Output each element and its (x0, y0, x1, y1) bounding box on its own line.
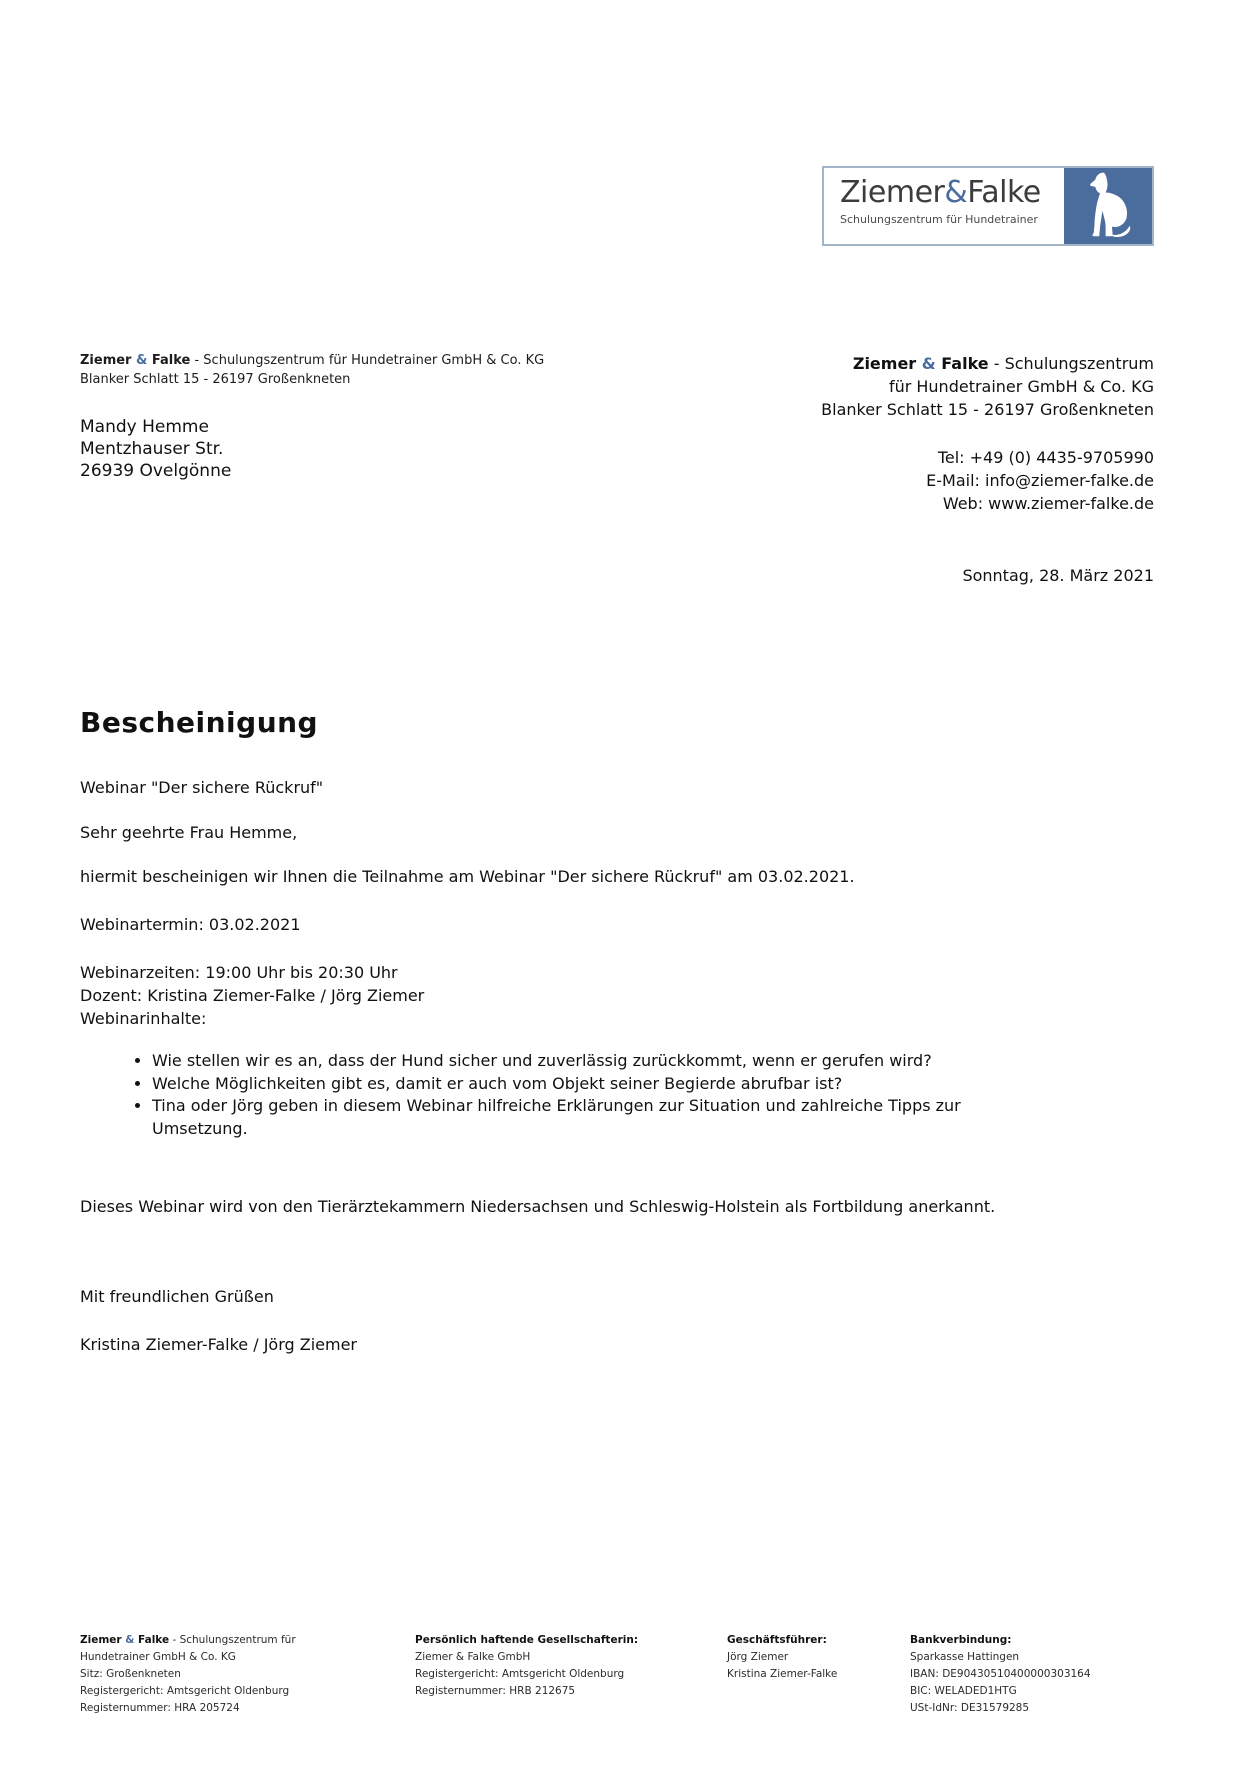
logo-text (824, 168, 1064, 244)
footer-col4-line4: USt-IdNr: DE31579285 (910, 1702, 1030, 1714)
logo-subtitle: Schulungszentrum für Hundetrainer (840, 213, 1038, 226)
footer-col1-line1 (80, 1632, 400, 1649)
footer-col3-header: Geschäftsführer: (727, 1634, 827, 1646)
company-website: Web: www.ziemer-falke.de (942, 494, 1154, 513)
footer-col1-line1-rest: - Schulungszentrum für (169, 1634, 296, 1646)
recipient-name: Mandy Hemme (80, 417, 209, 437)
footer-col1-ziemer: Ziemer (80, 1634, 122, 1646)
sender-amp: & (131, 353, 152, 368)
confirmation-paragraph: hiermit bescheinigen wir Ihnen die Teilnahme am Webinar "Der sichere Rückruf" am 03.02.2021. (80, 867, 855, 886)
footer-col1-line4: Registergericht: Amtsgericht Oldenburg (80, 1685, 290, 1697)
company-line-1 (821, 352, 1154, 375)
company-line-2: für Hundetrainer GmbH & Co. KG (888, 377, 1154, 396)
company-address-block (821, 352, 1154, 421)
footer-col3-line2: Kristina Ziemer-Falke (727, 1668, 838, 1680)
webinar-inhalte-label: Webinarinhalte: (80, 1009, 207, 1028)
recipient-address (80, 416, 231, 482)
salutation: Sehr geehrte Frau Hemme, (80, 823, 298, 842)
logo-brand (840, 176, 1060, 210)
sender-falke: Falke (151, 353, 191, 368)
footer-col2-line2: Registergericht: Amtsgericht Oldenburg (415, 1668, 625, 1680)
company-falke: Falke (941, 354, 989, 373)
company-line1-rest: - Schulungszentrum (988, 354, 1154, 373)
logo-dog-tile (1064, 168, 1152, 244)
webinar-zeiten-line: Webinarzeiten: 19:00 Uhr bis 20:30 Uhr (80, 963, 398, 982)
sender-return-line (80, 352, 544, 389)
sender-line-1 (80, 352, 544, 371)
company-logo (822, 166, 1154, 246)
logo-brand-amp: & (944, 175, 968, 210)
footer-col3-line1: Jörg Ziemer (727, 1651, 789, 1663)
webinar-dozent-line: Dozent: Kristina Ziemer-Falke / Jörg Ziemer (80, 986, 425, 1005)
list-item: • Tina oder Jörg geben in diesem Webinar hilfreiche Erklärungen zur Situation und zahlreiche Tipps zur Umsetzung. (152, 1095, 1000, 1140)
dog-silhouette-icon (1077, 171, 1139, 241)
company-phone: Tel: +49 (0) 4435-9705990 (937, 448, 1154, 467)
logo-brand-falke: Falke (967, 175, 1041, 210)
date-line: Sonntag, 28. März 2021 (962, 566, 1154, 585)
document-title: Bescheinigung (80, 706, 319, 739)
footer-col4-line2: IBAN: DE90430510400000303164 (910, 1668, 1091, 1680)
recognition-paragraph: Dieses Webinar wird von den Tierärztekammern Niedersachsen und Schleswig-Holstein als Fortbildung anerkannt. (80, 1197, 996, 1216)
logo-brand-ziemer: Ziemer (840, 175, 945, 210)
company-line-3: Blanker Schlatt 15 - 26197 Großenkneten (821, 400, 1154, 419)
list-item: • Wie stellen wir es an, dass der Hund sicher und zuverlässig zurückkommt, wenn er gerufen wird? (152, 1050, 1000, 1073)
company-email: E-Mail: info@ziemer-falke.de (926, 471, 1154, 490)
footer-col1-line5: Registernummer: HRA 205724 (80, 1702, 240, 1714)
footer-col1-line2: Hundetrainer GmbH & Co. KG (80, 1651, 236, 1663)
footer-bank-column (910, 1632, 1200, 1717)
recipient-street: Mentzhauser Str. (80, 439, 224, 459)
footer-col2-line1: Ziemer & Falke GmbH (415, 1651, 531, 1663)
footer-col2-line3: Registernummer: HRB 212675 (415, 1685, 576, 1697)
closing-salutation: Mit freundlichen Grüßen (80, 1287, 274, 1306)
footer-shareholder-column (415, 1632, 715, 1700)
sender-ziemer: Ziemer (80, 353, 132, 368)
sender-line-2: Blanker Schlatt 15 - 26197 Großenkneten (80, 371, 351, 387)
company-contact-block (926, 446, 1154, 515)
footer-col4-line1: Sparkasse Hattingen (910, 1651, 1020, 1663)
footer-col4-header: Bankverbindung: (910, 1634, 1012, 1646)
signature-line: Kristina Ziemer-Falke / Jörg Ziemer (80, 1335, 357, 1354)
recipient-city: 26939 Ovelgönne (80, 461, 232, 481)
footer-col4-line3: BIC: WELADED1HTG (910, 1685, 1017, 1697)
footer-col2-header: Persönlich haftende Gesellschafterin: (415, 1634, 639, 1646)
company-amp: & (916, 354, 942, 373)
webinar-details-block (80, 961, 1140, 1030)
footer-management-column (727, 1632, 907, 1683)
webinar-subject-line: Webinar "Der sichere Rückruf" (80, 778, 324, 797)
webinar-content-list (80, 1050, 1000, 1140)
list-item: • Welche Möglichkeiten gibt es, damit er auch vom Objekt seiner Begierde abrufbar ist? (152, 1073, 1000, 1096)
footer-col1-line3: Sitz: Großenkneten (80, 1668, 181, 1680)
webinar-termin-line: Webinartermin: 03.02.2021 (80, 915, 301, 934)
footer-company-column (80, 1632, 400, 1717)
company-ziemer: Ziemer (852, 354, 917, 373)
sender-rest: - Schulungszentrum für Hundetrainer GmbH & Co. KG (190, 353, 545, 368)
footer-col1-amp: & (121, 1634, 139, 1646)
footer-col1-falke: Falke (138, 1634, 170, 1646)
